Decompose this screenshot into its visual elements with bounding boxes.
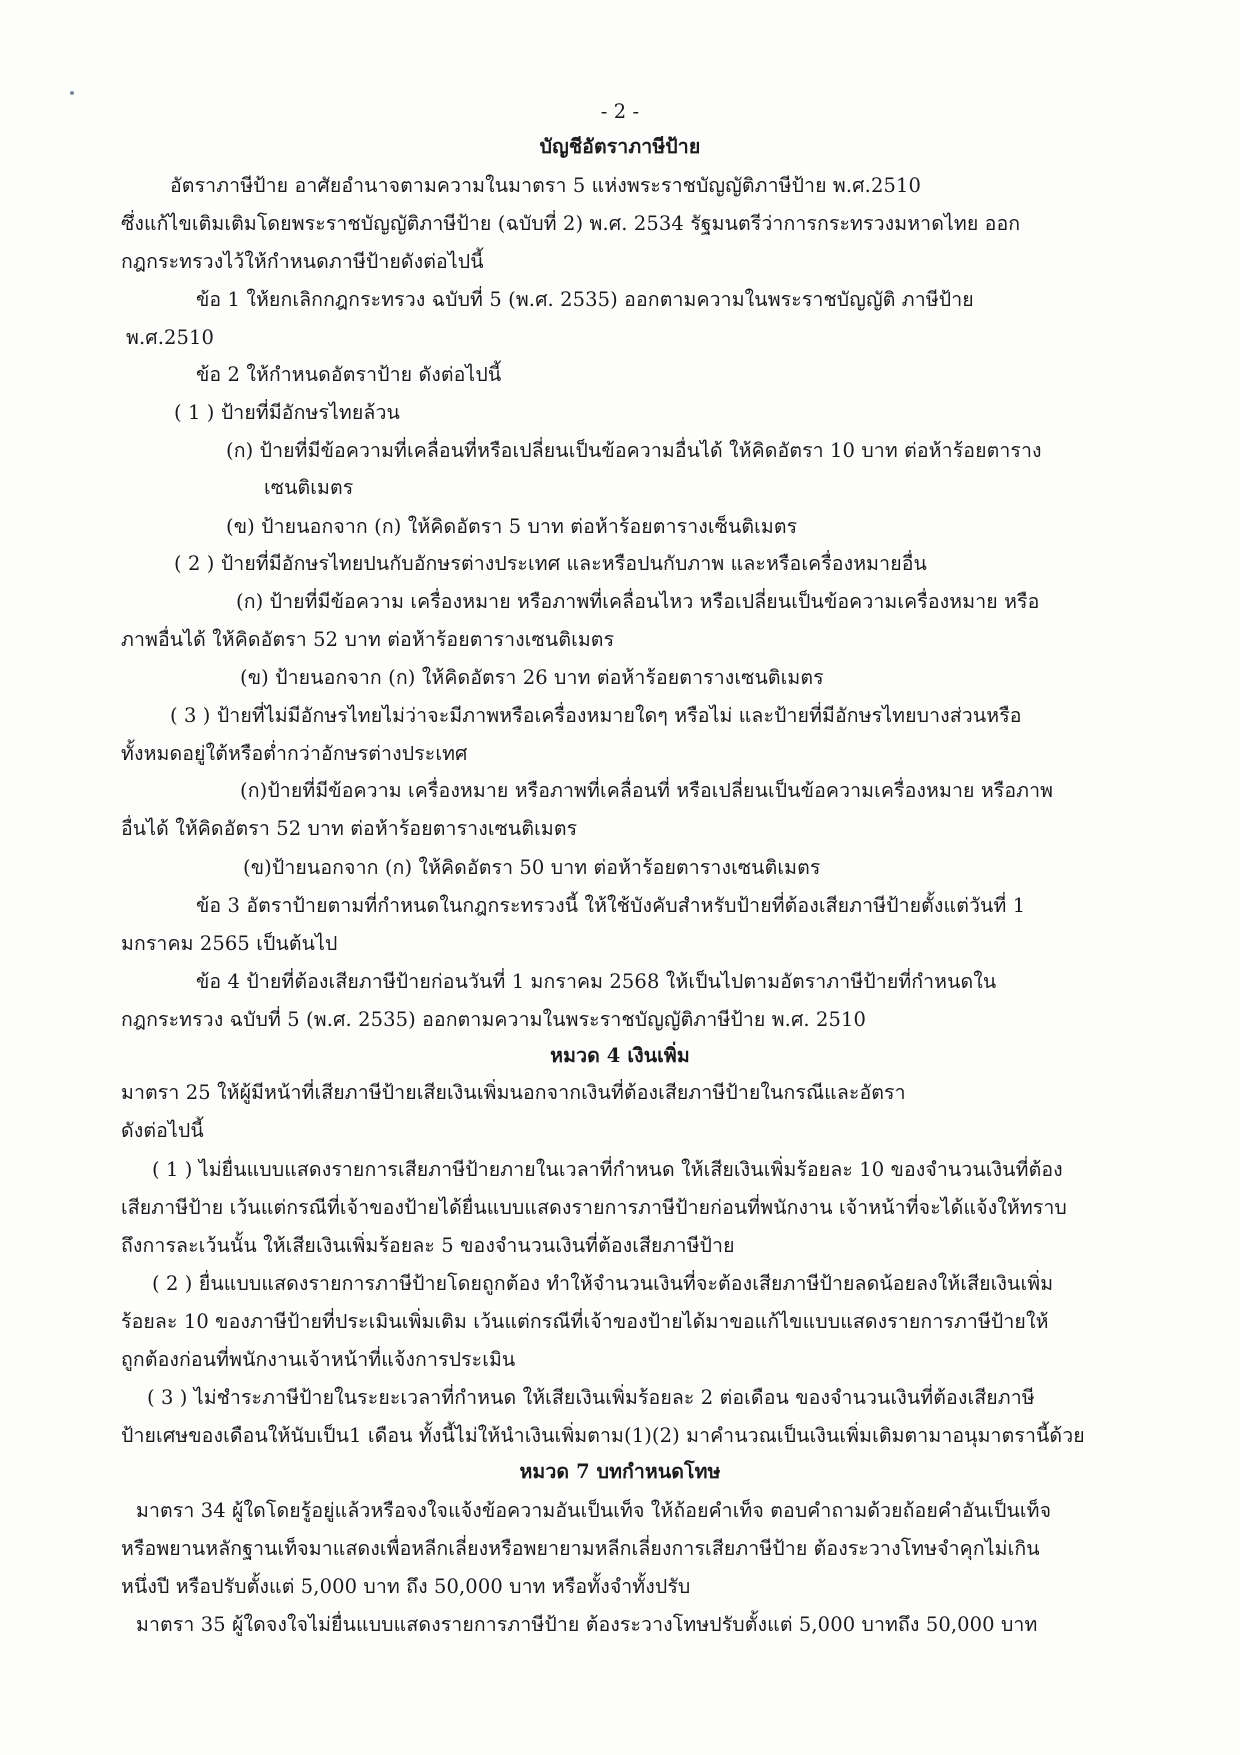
clause-2-item-3-b: (ข)ป้ายนอกจาก (ก) ให้คิดอัตรา 50 บาท ต่อห้าร้อยตารางเซนติเมตร [243,856,821,879]
section-25-item-2: ร้อยละ 10 ของภาษีป้ายที่ประเมินเพิ่มเติม เว้นแต่กรณีที่เจ้าของป้ายได้มาขอแก้ไขแบบแสดงรายการภาษีป้ายให้ [121,1310,1049,1333]
document-title: บัญชีอัตราภาษีป้าย [539,135,701,158]
clause-2-item-2-a: (ก) ป้ายที่มีข้อความ เครื่องหมาย หรือภาพที่เคลื่อนไหว หรือเปลี่ยนเป็นข้อความเครื่องหมาย หรือ [236,590,1040,613]
section-25-item-1: ( 1 ) ไม่ยื่นแบบแสดงรายการเสียภาษีป้ายภายในเวลาที่กำหนด ให้เสียเงินเพิ่มร้อยละ 10 ของจำนวนเงินที่ต้อง [152,1158,1063,1181]
clause-2-item-1: ( 1 ) ป้ายที่มีอักษรไทยล้วน [174,401,400,424]
clause-4: ข้อ 4 ป้ายที่ต้องเสียภาษีป้ายก่อนวันที่ 1 มกราคม 2568 ให้เป็นไปตามอัตราภาษีป้ายที่กำหนดใน [196,970,997,993]
clause-2-item-3-a: อื่นได้ ให้คิดอัตรา 52 บาท ต่อห้าร้อยตารางเซนติเมตร [121,817,578,840]
section-25-item-2: ถูกต้องก่อนที่พนักงานเจ้าหน้าที่แจ้งการประเมิน [121,1348,516,1371]
section-35: มาตรา 35 ผู้ใดจงใจไม่ยื่นแบบแสดงรายการภาษีป้าย ต้องระวางโทษปรับตั้งแต่ 5,000 บาทถึง 50,000 บาท [136,1613,1038,1636]
clause-2-item-1-b: (ข) ป้ายนอกจาก (ก) ให้คิดอัตรา 5 บาท ต่อห้าร้อยตารางเซ็นติเมตร [226,515,798,538]
clause-2-item-2: ( 2 ) ป้ายที่มีอักษรไทยปนกับอักษรต่างประเทศ และหรือปนกับภาพ และหรือเครื่องหมายอื่น [174,552,927,575]
section-25: มาตรา 25 ให้ผู้มีหน้าที่เสียภาษีป้ายเสียเงินเพิ่มนอกจากเงินที่ต้องเสียภาษีป้ายในกรณีและอัตรา [121,1081,906,1104]
section-34: หรือพยานหลักฐานเท็จมาแสดงเพื่อหลีกเลี่ยงหรือพยายามหลีกเลี่ยงการเสียภาษีป้าย ต้องระวางโทษจำคุกไม่เกิน [121,1537,1040,1560]
section-34: มาตรา 34 ผู้ใดโดยรู้อยู่แล้วหรือจงใจแจ้งข้อความอันเป็นเท็จ ให้ถ้อยคำเท็จ ตอบคำถามด้วยถ้อยคำอันเป็นเท็จ [136,1499,1052,1522]
page-number: - 2 - [600,100,640,123]
clause-2-item-1-a: เซนติเมตร [264,476,354,499]
intro-line: กฎกระทรวงไว้ให้กำหนดภาษีป้ายดังต่อไปนี้ [121,250,484,273]
intro-line: ซึ่งแก้ไขเติมเติมโดยพระราชบัญญัติภาษีป้าย (ฉบับที่ 2) พ.ศ. 2534 รัฐมนตรีว่าการกระทรวงมหาดไทย ออก [121,212,1021,235]
section-25-item-2: ( 2 ) ยื่นแบบแสดงรายการภาษีป้ายโดยถูกต้อง ทำให้จำนวนเงินที่จะต้องเสียภาษีป้ายลดน้อยลงให้เสียเงินเพิ่ม [152,1272,1054,1295]
section-25: ดังต่อไปนี้ [121,1119,204,1142]
chapter-7-title: หมวด 7 บทกำหนดโทษ [519,1460,721,1483]
clause-4: กฎกระทรวง ฉบับที่ 5 (พ.ศ. 2535) ออกตามความในพระราชบัญญัติภาษีป้าย พ.ศ. 2510 [121,1008,867,1031]
intro-line: อัตราภาษีป้าย อาศัยอำนาจตามความในมาตรา 5 แห่งพระราชบัญญัติภาษีป้าย พ.ศ.2510 [170,174,921,197]
section-25-item-3: ป้ายเศษของเดือนให้นับเป็น1 เดือน ทั้งนี้ไม่ให้นำเงินเพิ่มตาม(1)(2) มาคำนวณเป็นเงินเพิ่มเติมตามาอนุมาตรานี้ด้วย [121,1424,1085,1447]
clause-2-item-2-b: (ข) ป้ายนอกจาก (ก) ให้คิดอัตรา 26 บาท ต่อห้าร้อยตารางเซนติเมตร [240,666,824,689]
clause-2-item-3: ( 3 ) ป้ายที่ไม่มีอักษรไทยไม่ว่าจะมีภาพหรือเครื่องหมายใดๆ หรือไม่ และป้ายที่มีอักษรไทยบางส่วนหรือ [170,704,1022,727]
section-34: หนึ่งปี หรือปรับตั้งแต่ 5,000 บาท ถึง 50,000 บาท หรือทั้งจำทั้งปรับ [121,1575,691,1598]
clause-2-item-1-a: (ก) ป้ายที่มีข้อความที่เคลื่อนที่หรือเปลี่ยนเป็นข้อความอื่นได้ ให้คิดอัตรา 10 บาท ต่อห้าร้อยตาราง [226,439,1042,462]
section-25-item-1: ถึงการละเว้นนั้น ให้เสียเงินเพิ่มร้อยละ 5 ของจำนวนเงินที่ต้องเสียภาษีป้าย [121,1234,735,1257]
clause-1: ข้อ 1 ให้ยกเลิกกฎกระทรวง ฉบับที่ 5 (พ.ศ. 2535) ออกตามความในพระราชบัญญัติ ภาษีป้าย [196,288,974,311]
section-25-item-1: เสียภาษีป้าย เว้นแต่กรณีที่เจ้าของป้ายได้ยื่นแบบแสดงรายการภาษีป้ายก่อนที่พนักงาน เจ้าหน้าที่จะได้แจ้งให้ทราบ [121,1196,1067,1219]
clause-1: พ.ศ.2510 [126,326,215,349]
clause-3: ข้อ 3 อัตราป้ายตามที่กำหนดในกฎกระทรวงนี้ ให้ใช้บังคับสำหรับป้ายที่ต้องเสียภาษีป้ายตั้งแต่วันที่ 1 [196,894,1026,917]
scan-speck [70,91,74,95]
clause-2-item-3: ทั้งหมดอยู่ใต้หรือต่ำกว่าอักษรต่างประเทศ [121,742,468,765]
clause-2-item-3-a: (ก)ป้ายที่มีข้อความ เครื่องหมาย หรือภาพที่เคลื่อนที่ หรือเปลี่ยนเป็นข้อความเครื่องหมาย หรือภาพ [240,779,1054,802]
chapter-4-title: หมวด 4 เงินเพิ่ม [550,1044,690,1067]
clause-2-heading: ข้อ 2 ให้กำหนดอัตราป้าย ดังต่อไปนี้ [196,363,502,386]
clause-2-item-2-a: ภาพอื่นได้ ให้คิดอัตรา 52 บาท ต่อห้าร้อยตารางเซนติเมตร [121,628,615,651]
clause-3: มกราคม 2565 เป็นต้นไป [121,932,338,955]
section-25-item-3: ( 3 ) ไม่ชำระภาษีป้ายในระยะเวลาที่กำหนด ให้เสียเงินเพิ่มร้อยละ 2 ต่อเดือน ของจำนวนเงินที่ต้องเสียภาษี [147,1386,1035,1409]
